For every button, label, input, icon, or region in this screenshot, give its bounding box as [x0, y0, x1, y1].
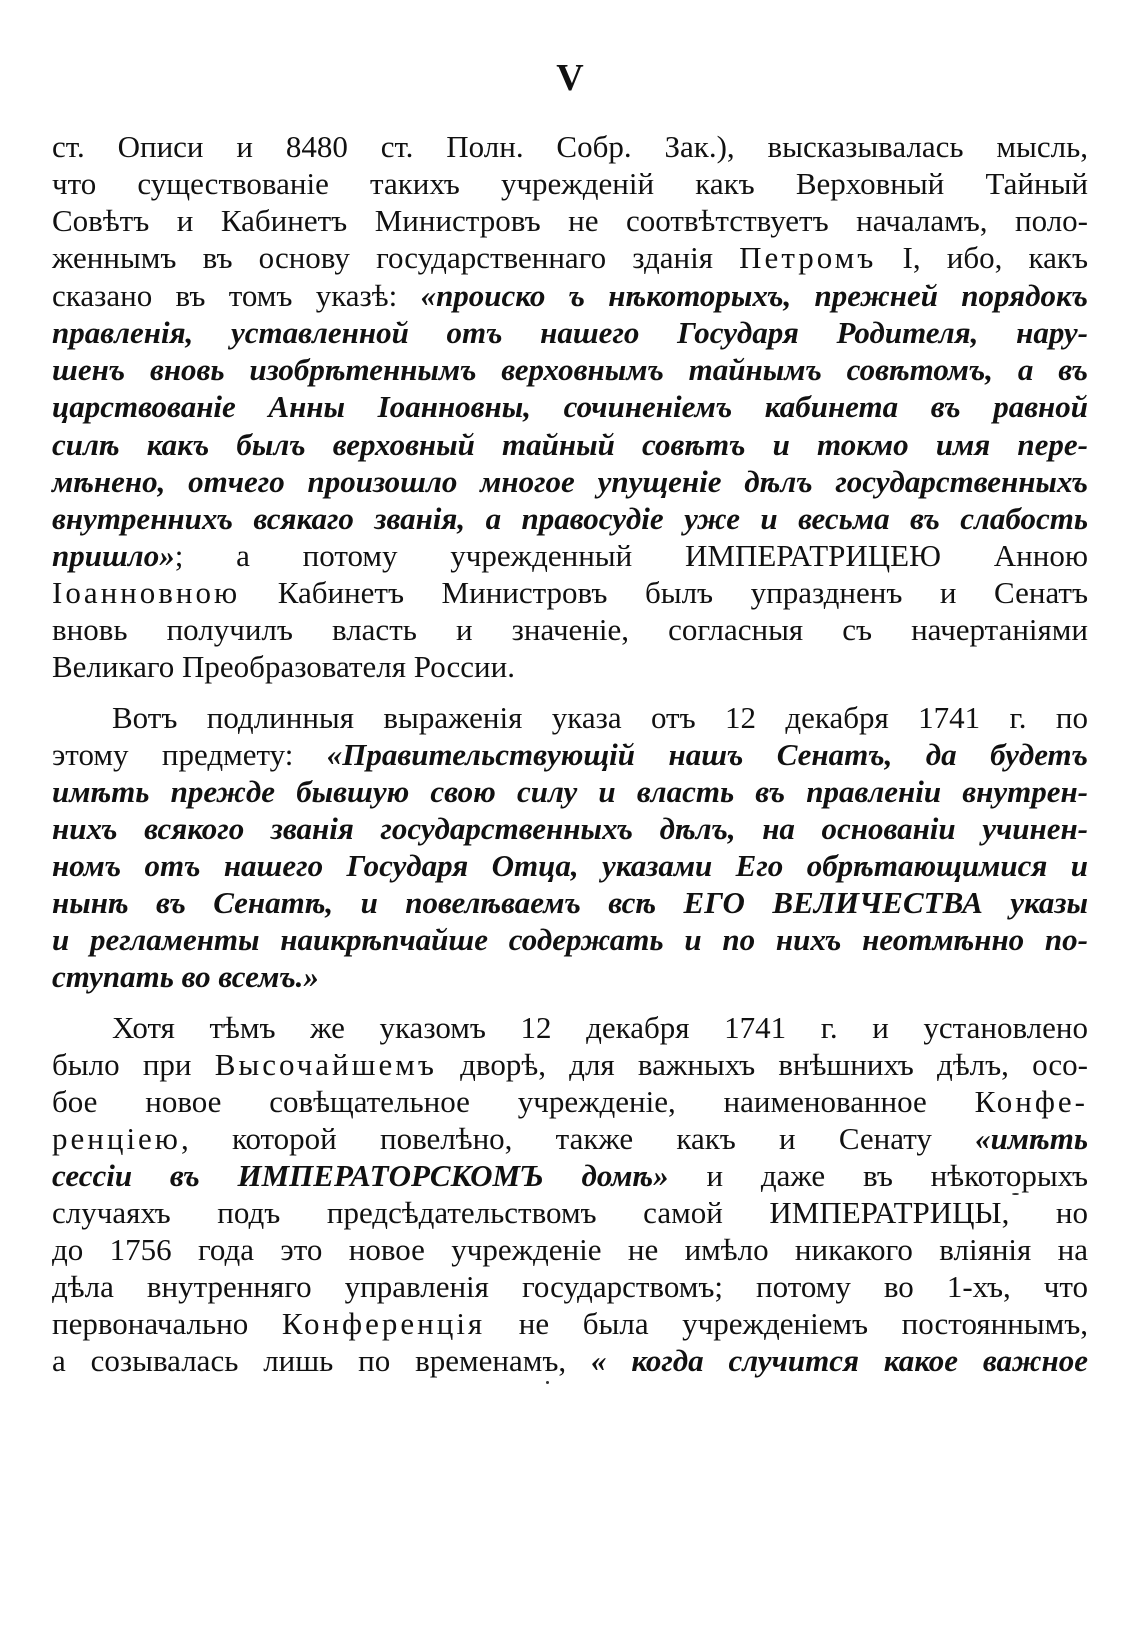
- text-line: [52, 314, 1088, 352]
- text-run: Конференція: [281, 1306, 486, 1341]
- ink-speck: [546, 1381, 549, 1384]
- text-run: ст. Описи и 8480 ст. Полн. Собр. Зак.), высказывалась мысль,: [52, 129, 1088, 164]
- text-run: Совѣтъ и Кабинетъ Министровъ не соотвѣтствуетъ началамъ, поло-: [52, 203, 1088, 238]
- text-run: , которой повелѣно, также какъ и Сенату: [180, 1121, 976, 1156]
- text-line: [52, 1194, 1088, 1232]
- text-run: что существованіе такихъ учрежденій какъ Верховный Тайный: [52, 166, 1088, 201]
- text-line: [52, 921, 1088, 959]
- text-run: шенъ вновь изобрѣтеннымъ верховнымъ тайнымъ совѣтомъ, а въ: [52, 352, 1088, 387]
- text-line: [52, 537, 1088, 575]
- text-line: [52, 1342, 1088, 1380]
- text-run: силѣ какъ былъ верховный тайный совѣтъ и токмо имя пере-: [52, 427, 1088, 462]
- text-run: «имѣть: [975, 1121, 1088, 1156]
- text-run: ренціею: [52, 1121, 181, 1156]
- text-line: [52, 1120, 1088, 1158]
- text-line: [52, 463, 1088, 501]
- text-line: [52, 574, 1088, 612]
- text-run: Конфе-: [974, 1084, 1088, 1119]
- text-line: [52, 847, 1088, 885]
- text-line: [52, 128, 1088, 166]
- text-line: [52, 239, 1088, 277]
- text-run: ИМПЕРАТРИЦЫ: [769, 1195, 1002, 1230]
- text-run: пришло»: [52, 538, 175, 573]
- text-run: до 1756 года это новое учрежденіе не имѣло никакого вліянія на: [52, 1232, 1088, 1267]
- text-run: дѣла внутренняго управленія государствомъ; потому во 1-хъ, что: [52, 1269, 1088, 1304]
- text-line: [52, 1305, 1088, 1343]
- text-run: и регламенты наикрѣпчайше содержать и по нихъ неотмѣнно по-: [52, 922, 1088, 957]
- text-line: [52, 611, 1088, 649]
- text-line: [52, 1083, 1088, 1121]
- text-line: [52, 426, 1088, 464]
- text-run: женнымъ въ основу государственнаго зданія: [52, 240, 740, 275]
- text-run: Хотя тѣмъ же указомъ 12 декабря 1741 г. и установлено: [112, 1010, 1088, 1045]
- text-run: дворѣ, для важныхъ внѣшнихъ дѣлъ, осо-: [436, 1047, 1088, 1082]
- text-run: ; а потому учрежденный: [174, 538, 685, 573]
- text-run: Петромъ: [739, 240, 877, 275]
- text-line: [52, 810, 1088, 848]
- text-run: Великаго Преобразователя России.: [52, 649, 515, 684]
- text-run: не была учрежденіемъ постояннымъ,: [485, 1306, 1089, 1341]
- text-run: было при: [52, 1047, 215, 1082]
- text-run: и даже въ нѣкоторыхъ: [668, 1158, 1088, 1193]
- text-run: ИМПЕРАТРИЦЕЮ: [685, 538, 941, 573]
- text-run: сказано въ томъ указѣ:: [52, 278, 421, 313]
- text-line: [52, 1157, 1088, 1195]
- ink-speck: [1012, 1193, 1019, 1195]
- text-line: [52, 648, 1088, 686]
- text-run: первоначально: [52, 1306, 282, 1341]
- text-run: Высочайшемъ: [214, 1047, 437, 1082]
- text-run: внутреннихъ всякаго званія, а правосудіе уже и весьма въ слабость: [52, 501, 1088, 536]
- text-line: [52, 1268, 1088, 1306]
- text-run: случаяхъ подъ предсѣдательствомъ самой: [52, 1195, 770, 1230]
- text-line: [52, 884, 1088, 922]
- text-run: этому предмету:: [52, 737, 327, 772]
- text-line: [52, 277, 1088, 315]
- text-run: бое новое совѣщательное учрежденіе, наименованное: [52, 1084, 975, 1119]
- text-line: [52, 736, 1088, 774]
- text-line: [52, 388, 1088, 426]
- text-run: сессіи въ ИМПЕРАТОРСКОМЪ домѣ»: [52, 1158, 669, 1193]
- text-run: I, ибо, какъ: [876, 240, 1088, 275]
- text-line: [52, 958, 1088, 996]
- text-run: имѣть прежде бывшую свою силу и власть въ правленіи внутрен-: [52, 774, 1088, 809]
- text-line: [112, 699, 1088, 737]
- text-run: «Правительствующій нашъ Сенатъ, да будетъ: [326, 737, 1088, 772]
- text-run: « когда случится какое важное: [590, 1343, 1088, 1378]
- text-run: ступать во всемъ.»: [52, 959, 319, 994]
- text-run: а созывалась лишь по временамъ,: [52, 1343, 591, 1378]
- text-run: Вотъ подлинныя выраженія указа отъ 12 декабря 1741 г. по: [112, 700, 1088, 735]
- text-line: [112, 1009, 1088, 1047]
- text-run: номъ отъ нашего Государя Отца, указами Его обрѣтающимися и: [52, 848, 1088, 883]
- text-line: [52, 773, 1088, 811]
- text-line: [52, 165, 1088, 203]
- page-number: V: [556, 57, 584, 99]
- text-line: [52, 202, 1088, 240]
- text-run: Іоанновною: [52, 575, 241, 610]
- text-line: [52, 500, 1088, 538]
- text-run: царствованіе Анны Іоанновны, сочиненіемъ кабинета въ равной: [52, 389, 1088, 424]
- text-run: мѣнено, отчего произошло многое упущеніе дѣлъ государственныхъ: [52, 464, 1088, 499]
- text-run: Кабинетъ Министровъ былъ упраздненъ и Сенатъ: [240, 575, 1088, 610]
- text-run: «происко ъ нѣкоторыхъ, прежней порядокъ: [420, 278, 1088, 313]
- text-line: [52, 1231, 1088, 1269]
- text-run: вновь получилъ власть и значеніе, согласныя съ начертаніями: [52, 612, 1088, 647]
- text-run: Анною: [940, 538, 1088, 573]
- text-run: нынѣ въ Сенатѣ, и повелѣваемъ всѣ ЕГО ВЕЛИЧЕСТВА указы: [52, 885, 1088, 920]
- text-run: нихъ всякого званія государственныхъ дѣлъ, на основаніи учинен-: [52, 811, 1088, 846]
- text-run: , но: [1001, 1195, 1089, 1230]
- text-line: [52, 351, 1088, 389]
- text-line: [52, 1046, 1088, 1084]
- text-run: правленія, уставленной отъ нашего Государя Родителя, нару-: [52, 315, 1088, 350]
